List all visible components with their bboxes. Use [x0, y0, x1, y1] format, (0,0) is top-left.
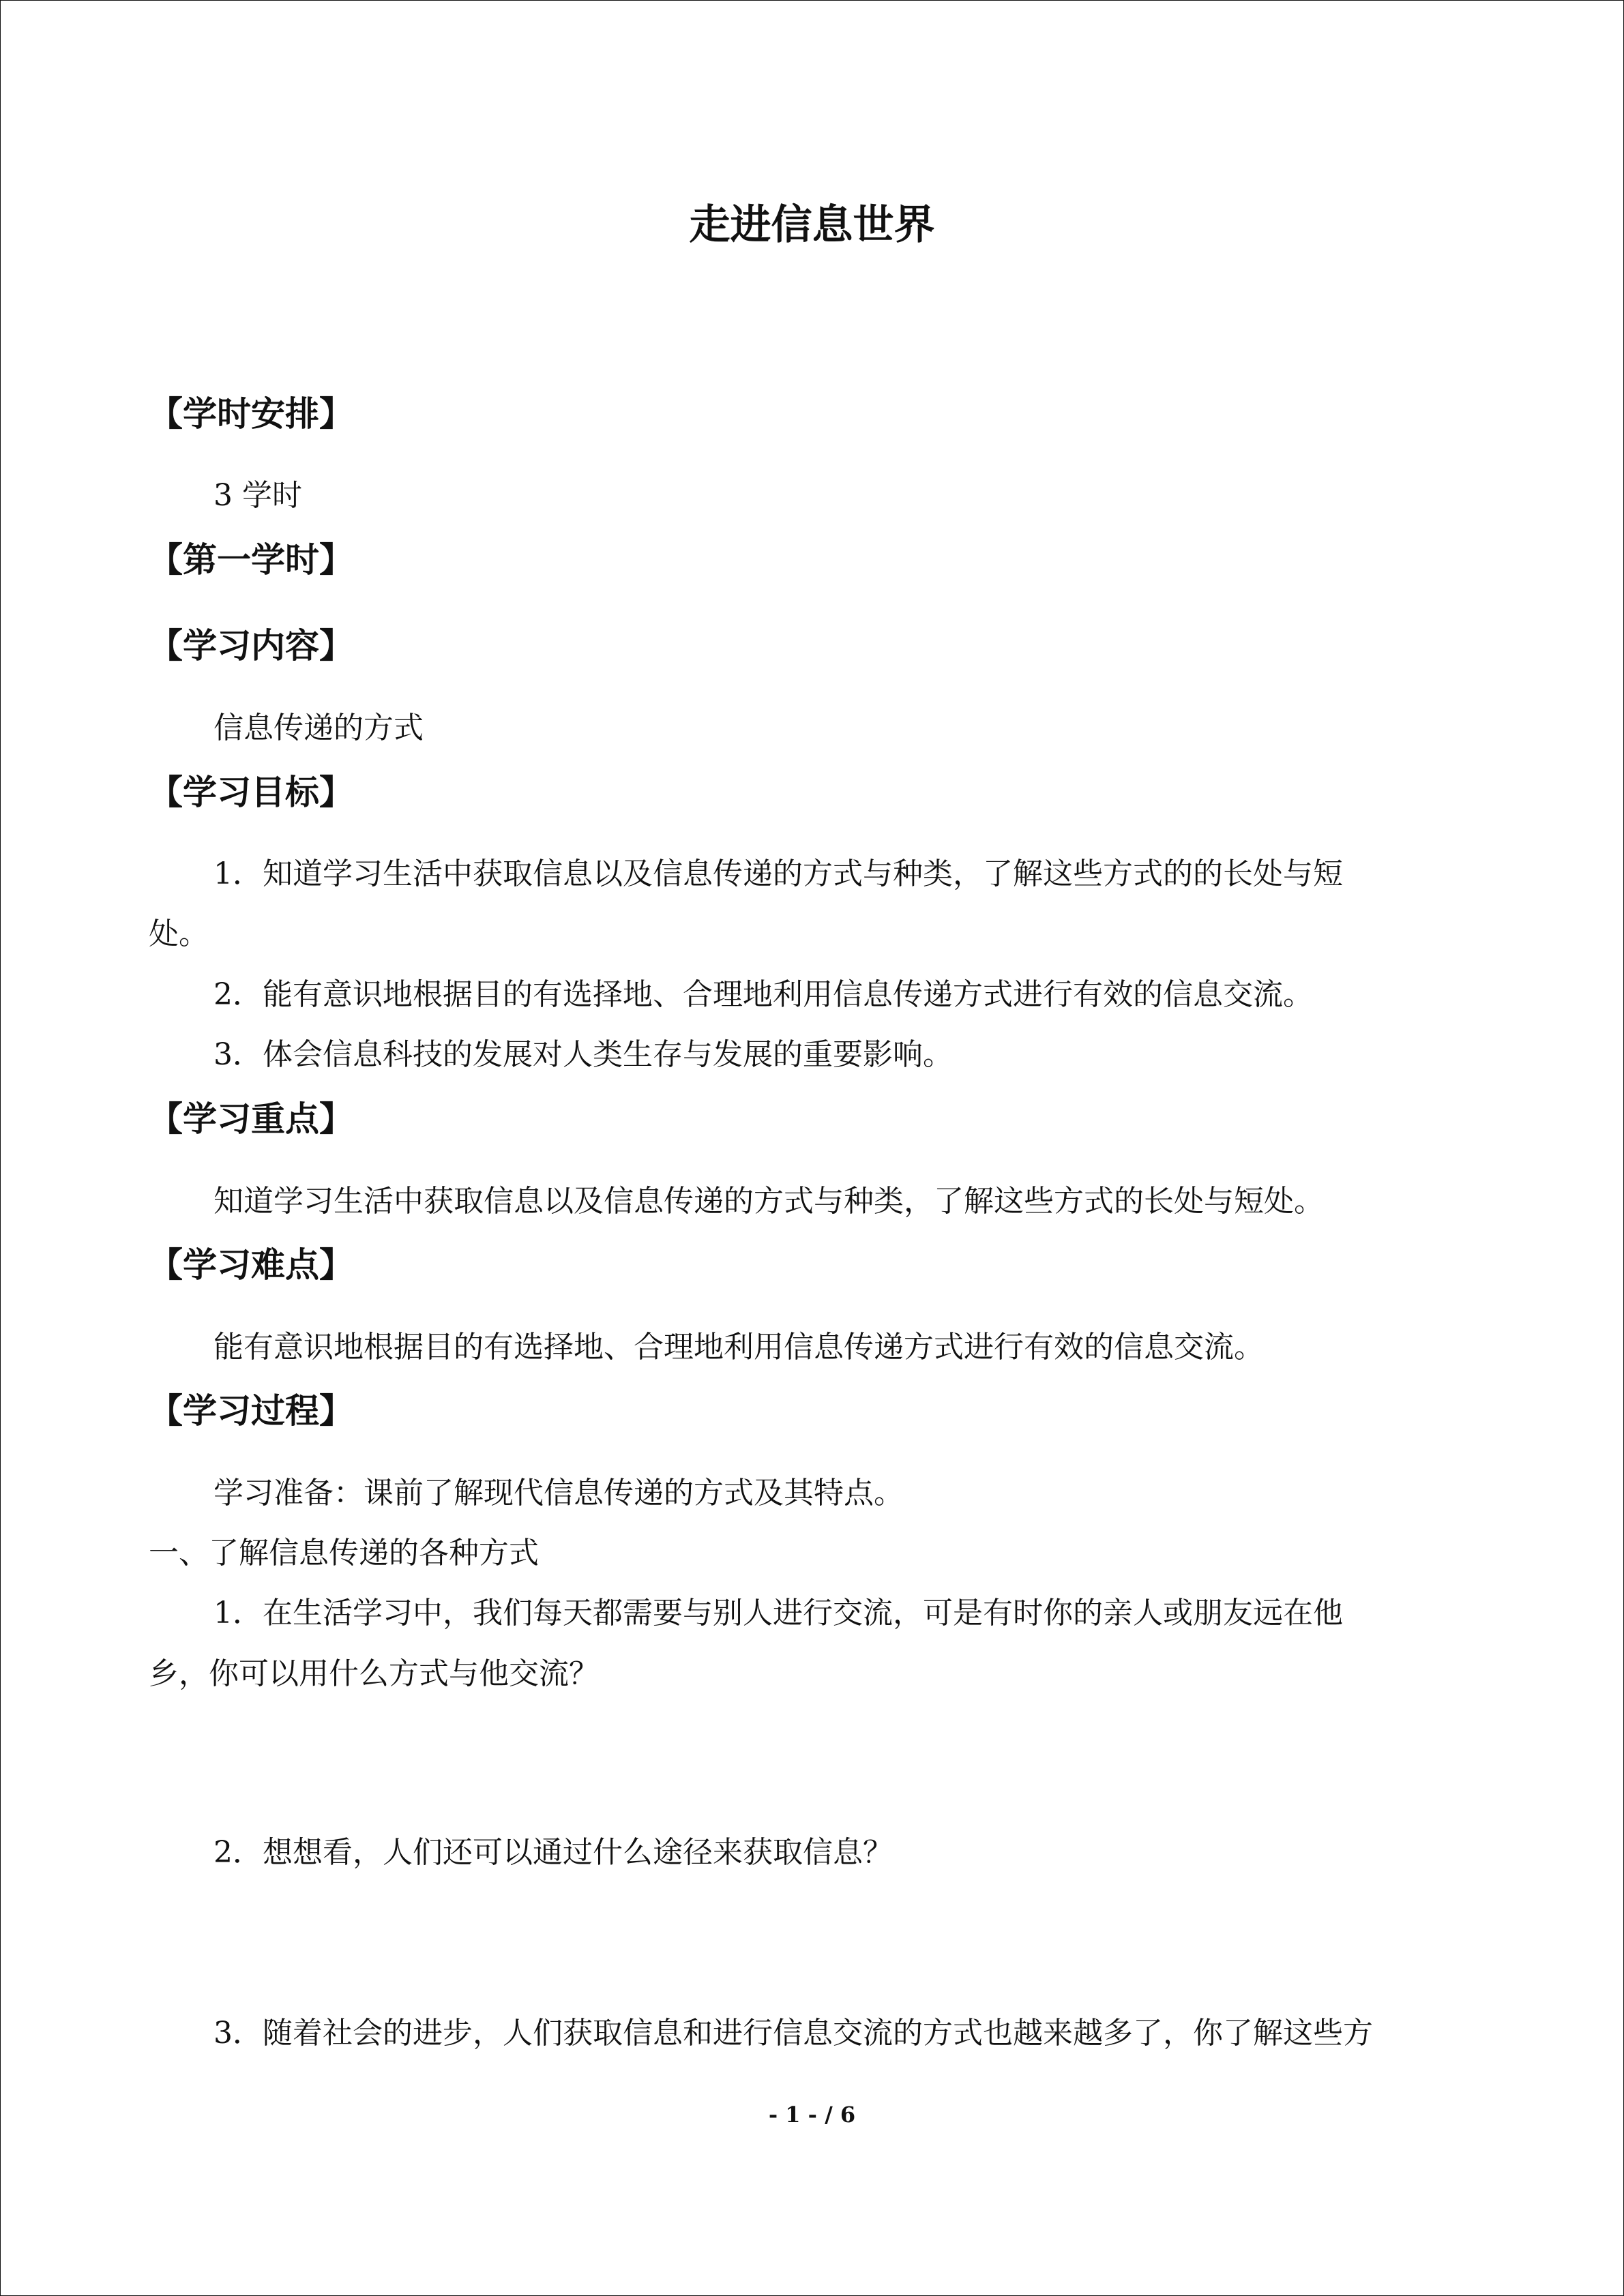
goal-item-3: 3．体会信息科技的发展对人类生存与发展的重要影响。	[213, 1037, 953, 1072]
process-prep: 学习准备：课前了解现代信息传递的方式及其特点。	[213, 1476, 904, 1510]
heading-goals: 【学习目标】	[149, 772, 353, 812]
goal-item-1-line-2: 处。	[149, 916, 209, 951]
page-number: - 1 - / 6	[768, 2102, 856, 2128]
question-1-line-1: 1．在生活学习中，我们每天都需要与别人进行交流，可是有时你的亲人或朋友远在他	[213, 1596, 1343, 1630]
question-2: 2．想想看，人们还可以通过什么途径来获取信息？	[213, 1835, 893, 1870]
goal-item-2: 2．能有意识地根据目的有选择地、合理地利用信息传递方式进行有效的信息交流。	[213, 977, 1313, 1012]
goal-item-1-line-1: 1．知道学习生活中获取信息以及信息传递的方式与种类，了解这些方式的的长处与短	[213, 856, 1343, 891]
key-points-text: 知道学习生活中获取信息以及信息传递的方式与种类，了解这些方式的长处与短处。	[213, 1184, 1324, 1219]
document-title: 走进信息世界	[689, 201, 935, 249]
heading-schedule: 【学时安排】	[149, 393, 353, 434]
process-part-1-title: 一、了解信息传递的各种方式	[149, 1536, 539, 1570]
heading-difficulties: 【学习难点】	[149, 1244, 353, 1285]
heading-key-points: 【学习重点】	[149, 1099, 353, 1139]
difficulties-text: 能有意识地根据目的有选择地、合理地利用信息传递方式进行有效的信息交流。	[213, 1330, 1264, 1365]
question-1-line-2: 乡，你可以用什么方式与他交流？	[149, 1656, 599, 1691]
heading-first-hour: 【第一学时】	[149, 539, 353, 580]
schedule-text: 3 学时	[213, 478, 302, 513]
heading-content: 【学习内容】	[149, 625, 353, 666]
content-text: 信息传递的方式	[213, 711, 424, 745]
question-3-line-1: 3．随着社会的进步，人们获取信息和进行信息交流的方式也越来越多了，你了解这些方	[213, 2016, 1373, 2051]
heading-process: 【学习过程】	[149, 1390, 353, 1431]
